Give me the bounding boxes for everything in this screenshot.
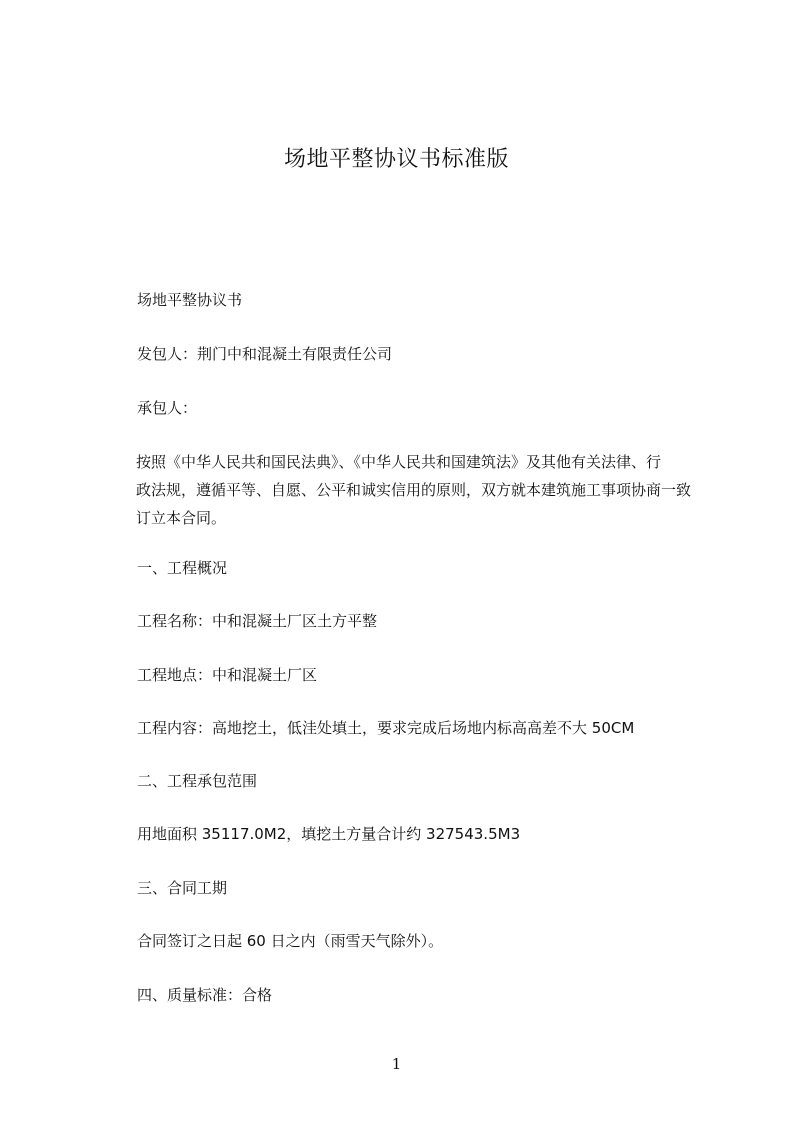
preamble-paragraph <box>136 448 711 532</box>
agreement-heading: 场地平整协议书 <box>137 291 243 309</box>
section-2-heading: 二、工程承包范围 <box>137 772 258 790</box>
preamble-line-2: 政法规，遵循平等、自愿、公平和诚实信用的原则，双方就本建筑施工事项协商一致 <box>136 481 692 499</box>
page-number: 1 <box>391 1055 402 1073</box>
duration-detail-line: 合同签订之日起 60 日之内（雨雪天气除外）。 <box>137 932 444 950</box>
section-4-heading: 四、质量标准：合格 <box>137 986 273 1004</box>
employer-line: 发包人：荆门中和混凝土有限责任公司 <box>137 345 393 363</box>
contractor-line: 承包人： <box>137 399 198 417</box>
document-title: 场地平整协议书标准版 <box>283 147 509 172</box>
section-3-heading: 三、合同工期 <box>137 879 228 897</box>
preamble-line-3: 订立本合同。 <box>136 509 227 527</box>
preamble-line-1: 按照《中华人民共和国民法典》、《中华人民共和国建筑法》及其他有关法律、行 <box>136 453 662 471</box>
project-location-line: 工程地点：中和混凝土厂区 <box>137 666 318 684</box>
scope-detail-line: 用地面积 35117.0M2，填挖土方量合计约 327543.5M3 <box>137 825 521 843</box>
section-1-heading: 一、工程概况 <box>137 559 228 577</box>
project-content-line: 工程内容：高地挖土，低洼处填土，要求完成后场地内标高高差不大 50CM <box>137 719 635 737</box>
project-name-line: 工程名称：中和混凝土厂区土方平整 <box>137 612 378 630</box>
